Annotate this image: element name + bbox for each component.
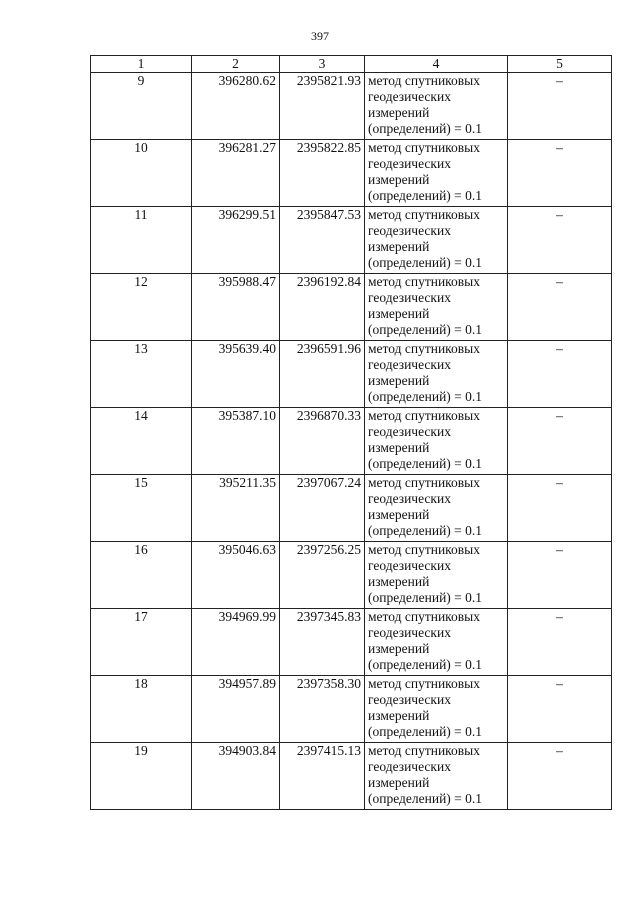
header-row (91, 56, 612, 73)
method-cell (365, 676, 508, 743)
method-line: геодезических (368, 290, 451, 305)
method-line: геодезических (368, 491, 451, 506)
method-line: геодезических (368, 692, 451, 707)
y-coordinate-cell: 2395822.85 (280, 140, 365, 207)
y-coordinate-cell: 2396870.33 (280, 408, 365, 475)
extra-cell: – (508, 676, 612, 743)
point-number-cell: 11 (91, 207, 192, 274)
point-number-cell: 19 (91, 743, 192, 810)
table-row (91, 274, 612, 341)
point-number-cell: 10 (91, 140, 192, 207)
x-coordinate-cell: 396299.51 (192, 207, 280, 274)
table-row (91, 542, 612, 609)
method-line: метод спутниковых (368, 73, 480, 88)
extra-cell: – (508, 207, 612, 274)
table-row (91, 341, 612, 408)
method-cell (365, 341, 508, 408)
x-coordinate-cell: 395639.40 (192, 341, 280, 408)
method-line: (определений) = 0.1 (368, 322, 483, 337)
method-cell (365, 408, 508, 475)
table-row (91, 743, 612, 810)
method-line: измерений (368, 306, 430, 321)
method-line: геодезических (368, 156, 451, 171)
method-cell (365, 274, 508, 341)
method-line: измерений (368, 105, 430, 120)
method-line: измерений (368, 641, 430, 656)
method-line: геодезических (368, 759, 451, 774)
method-line: (определений) = 0.1 (368, 523, 483, 538)
point-number-cell: 16 (91, 542, 192, 609)
x-coordinate-cell: 394903.84 (192, 743, 280, 810)
method-line: метод спутниковых (368, 743, 480, 758)
point-number-cell: 12 (91, 274, 192, 341)
y-coordinate-cell: 2397358.30 (280, 676, 365, 743)
method-cell (365, 73, 508, 140)
method-line: измерений (368, 373, 430, 388)
method-line: метод спутниковых (368, 140, 480, 155)
x-coordinate-cell: 395046.63 (192, 542, 280, 609)
x-coordinate-cell: 396280.62 (192, 73, 280, 140)
table-row (91, 73, 612, 140)
x-coordinate-cell: 394969.99 (192, 609, 280, 676)
table-row (91, 408, 612, 475)
method-line: измерений (368, 507, 430, 522)
method-line: (определений) = 0.1 (368, 724, 483, 739)
method-line: измерений (368, 440, 430, 455)
method-line: метод спутниковых (368, 676, 480, 691)
method-cell (365, 475, 508, 542)
extra-cell: – (508, 743, 612, 810)
extra-cell: – (508, 341, 612, 408)
y-coordinate-cell: 2395847.53 (280, 207, 365, 274)
y-coordinate-cell: 2395821.93 (280, 73, 365, 140)
extra-cell: – (508, 274, 612, 341)
method-line: измерений (368, 574, 430, 589)
y-coordinate-cell: 2396591.96 (280, 341, 365, 408)
x-coordinate-cell: 396281.27 (192, 140, 280, 207)
method-line: геодезических (368, 357, 451, 372)
method-line: геодезических (368, 89, 451, 104)
column-header-1: 1 (91, 56, 192, 73)
column-header-5: 5 (508, 56, 612, 73)
method-cell (365, 609, 508, 676)
method-line: метод спутниковых (368, 408, 480, 423)
x-coordinate-cell: 395211.35 (192, 475, 280, 542)
table-body (91, 73, 612, 810)
method-line: геодезических (368, 625, 451, 640)
method-line: (определений) = 0.1 (368, 389, 483, 404)
method-line: геодезических (368, 424, 451, 439)
x-coordinate-cell: 394957.89 (192, 676, 280, 743)
extra-cell: – (508, 408, 612, 475)
extra-cell: – (508, 542, 612, 609)
extra-cell: – (508, 609, 612, 676)
x-coordinate-cell: 395988.47 (192, 274, 280, 341)
y-coordinate-cell: 2397345.83 (280, 609, 365, 676)
point-number-cell: 18 (91, 676, 192, 743)
method-cell (365, 542, 508, 609)
method-line: измерений (368, 708, 430, 723)
column-header-4: 4 (365, 56, 508, 73)
page-number: 397 (311, 29, 329, 43)
method-line: (определений) = 0.1 (368, 791, 483, 806)
method-cell (365, 140, 508, 207)
table-header (91, 56, 612, 73)
method-line: (определений) = 0.1 (368, 590, 483, 605)
point-number-cell: 14 (91, 408, 192, 475)
table-row (91, 475, 612, 542)
method-line: геодезических (368, 223, 451, 238)
point-number-cell: 15 (91, 475, 192, 542)
point-number-cell: 17 (91, 609, 192, 676)
column-header-3: 3 (280, 56, 365, 73)
y-coordinate-cell: 2396192.84 (280, 274, 365, 341)
column-header-2: 2 (192, 56, 280, 73)
method-line: измерений (368, 239, 430, 254)
method-line: геодезических (368, 558, 451, 573)
y-coordinate-cell: 2397415.13 (280, 743, 365, 810)
table-row (91, 609, 612, 676)
method-line: (определений) = 0.1 (368, 188, 483, 203)
table-row (91, 207, 612, 274)
method-line: (определений) = 0.1 (368, 456, 483, 471)
method-line: метод спутниковых (368, 274, 480, 289)
method-line: метод спутниковых (368, 475, 480, 490)
method-line: метод спутниковых (368, 542, 480, 557)
method-line: (определений) = 0.1 (368, 121, 483, 136)
method-cell (365, 743, 508, 810)
table-row (91, 676, 612, 743)
method-line: измерений (368, 172, 430, 187)
point-number-cell: 9 (91, 73, 192, 140)
x-coordinate-cell: 395387.10 (192, 408, 280, 475)
table-row (91, 140, 612, 207)
coordinates-table (90, 55, 612, 810)
point-number-cell: 13 (91, 341, 192, 408)
extra-cell: – (508, 73, 612, 140)
y-coordinate-cell: 2397256.25 (280, 542, 365, 609)
method-line: метод спутниковых (368, 207, 480, 222)
extra-cell: – (508, 140, 612, 207)
y-coordinate-cell: 2397067.24 (280, 475, 365, 542)
method-line: (определений) = 0.1 (368, 657, 483, 672)
method-line: (определений) = 0.1 (368, 255, 483, 270)
method-line: метод спутниковых (368, 341, 480, 356)
method-line: измерений (368, 775, 430, 790)
method-line: метод спутниковых (368, 609, 480, 624)
method-cell (365, 207, 508, 274)
extra-cell: – (508, 475, 612, 542)
